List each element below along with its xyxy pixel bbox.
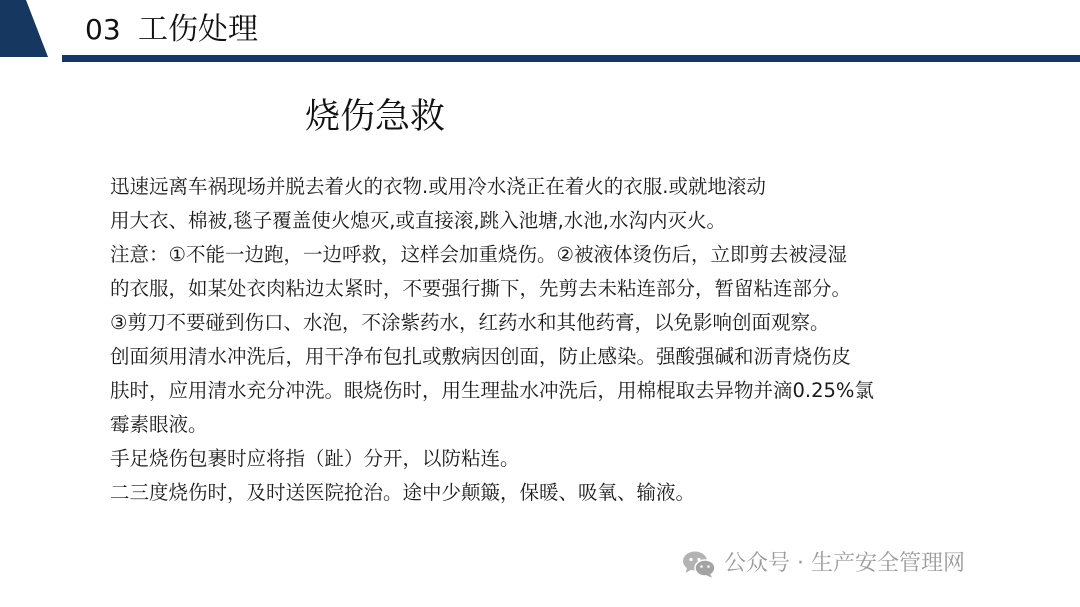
body-line: 迅速远离车祸现场并脱去着火的衣物.或用冷水浇正在着火的衣服.或就地滚动: [110, 175, 766, 198]
body-line: 霉素眼液。: [110, 413, 208, 436]
body-line: 肤时，应用清水充分冲洗。眼烧伤时，用生理盐水冲洗后，用棉棍取去异物并滴0.25%氯: [110, 379, 874, 402]
body-line: 用大衣、棉被,毯子覆盖使火熄灭,或直接滚,跳入池塘,水池,水沟内灭火。: [110, 209, 726, 232]
body-line: 注意：①不能一边跑，一边呼救，这样会加重烧伤。②被液体烫伤后，立即剪去被浸湿: [110, 243, 847, 266]
wechat-icon: [682, 550, 716, 578]
body-line: 的衣服，如某处衣肉粘边太紧时，不要强行撕下，先剪去未粘连部分，暂留粘连部分。: [110, 277, 852, 300]
watermark-text: 公众号 · 生产安全管理网: [724, 551, 965, 576]
header-accent-tab: [0, 0, 48, 57]
body-line: 创面须用清水冲洗后，用干净布包扎或敷病因创面，防止感染。强酸强碱和沥青烧伤皮: [110, 345, 852, 368]
watermark: [682, 548, 965, 580]
slide-title: 烧伤急救: [305, 97, 446, 137]
body-line: 二三度烧伤时，及时送医院抢治。途中少颠簸，保暖、吸氧、输液。: [110, 481, 696, 504]
header-rule: [62, 57, 1080, 62]
body-text: [110, 170, 990, 510]
section-number: 03: [85, 13, 121, 46]
body-line: ③剪刀不要碰到伤口、水泡，不涂紫药水，红药水和其他药膏，以免影响创面观察。: [110, 311, 830, 334]
body-line: 手足烧伤包裹时应将指（趾）分开，以防粘连。: [110, 447, 520, 470]
section-title: 工伤处理: [138, 12, 258, 47]
